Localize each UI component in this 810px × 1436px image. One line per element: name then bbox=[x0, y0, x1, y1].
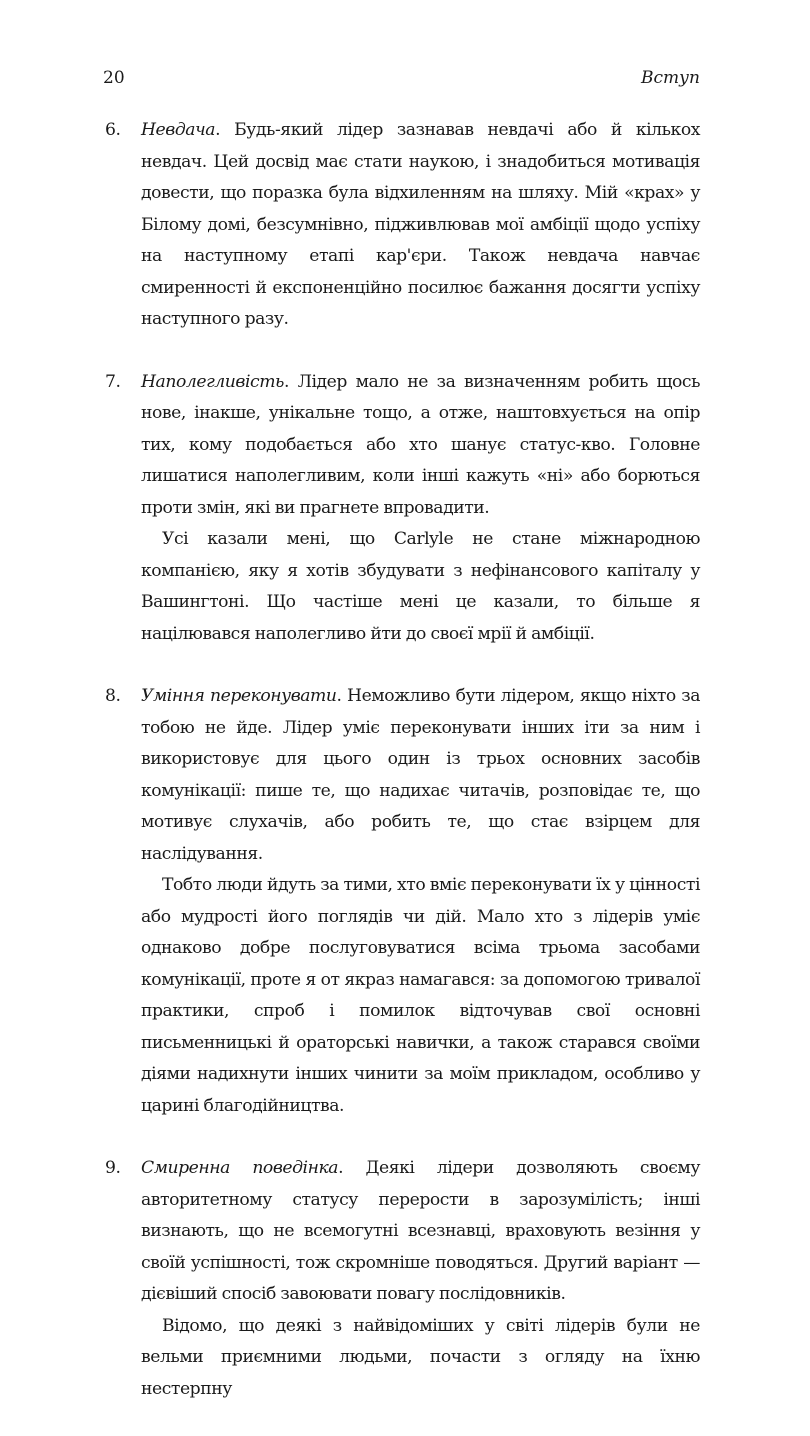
list-marker: 6. bbox=[105, 120, 121, 140]
list-item-8 bbox=[105, 681, 700, 1122]
paragraph bbox=[141, 1153, 700, 1311]
paragraph: Тобто люди йдуть за тими, хто вміє переконувати їх у цінності або мудрості його поглядів чи дій. Мало хто з лідерів уміє однаково добре послуговуватися всіма трьома засобами комунікації, проте я от якраз намагався: за допомогою тривалої практики, спроб і помилок відточував свої основні письменницькі й ораторські навички, а також старався своїми діями надихнути інших чинити за моїм прикладом, особливо у царині благодійництва. bbox=[141, 875, 700, 1116]
paragraph-text: . Будь-який лідер зазнавав невдачі або й кількох невдач. Цей досвід має стати наукою, і знадобиться мотивація довести, що поразка була відхиленням на шляху. Мій «крах» у Білому домі, безсумнівно, підживлював мої амбіції щодо успіху на наступному етапі кар'єри. Також невдача навчає смиренності й експоненційно посилює бажання досягти успіху наступного разу. bbox=[141, 120, 700, 329]
item-lead-term: Невдача bbox=[141, 120, 216, 140]
list-item-body bbox=[141, 367, 700, 651]
list-item-6 bbox=[105, 115, 700, 336]
paragraph bbox=[141, 367, 700, 525]
list-item-body bbox=[141, 115, 700, 336]
item-lead-term: Наполегливість bbox=[141, 371, 284, 392]
page-number: 20 bbox=[103, 68, 125, 88]
item-lead-term: Уміння переконувати bbox=[141, 686, 337, 706]
running-title: Вступ bbox=[641, 68, 700, 88]
page-header bbox=[103, 66, 700, 90]
paragraph-text: . Лідер мало не за визначенням робить щось нове, інакше, унікальне тощо, а отже, наштовхується на опір тих, кому подобається або хто шанує статус-кво. Головне лишатися наполегливим, коли інші кажуть «ні» або борються проти змін, які ви прагнете впровадити. bbox=[141, 371, 700, 518]
list-item-9 bbox=[105, 1153, 700, 1405]
paragraph: Відомо, що деякі з найвідоміших у світі лідерів були не вельми приємними людьми, почасти з огляду на їхню нестерпну bbox=[141, 1315, 700, 1399]
paragraph-text: . Деякі лідери дозволяють своєму авторитетному статусу перерости в зарозумілість; інші визнають, що не всемогутні всезнавці, враховують везіння у своїй успішності, тож скромніше поводяться. Другий варіант — дієвіший спосіб завоювати повагу послідовників. bbox=[141, 1158, 700, 1304]
list-item-7 bbox=[105, 367, 700, 651]
list-marker: 8. bbox=[105, 686, 121, 706]
list-marker: 7. bbox=[105, 371, 121, 392]
list-item-body bbox=[141, 681, 700, 1122]
paragraph bbox=[141, 681, 700, 870]
list-item-body bbox=[141, 1153, 700, 1405]
item-lead-term: Смиренна поведінка bbox=[141, 1158, 339, 1178]
paragraph-text: . Неможливо бути лідером, якщо ніхто за тобою не йде. Лідер уміє переконувати інших іти за ним і використовує для цього один із трьох основних засобів комунікації: пише те, що надихає читачів, розповідає те, що мотивує слухачів, або робить те, що стає взірцем для наслідування. bbox=[141, 686, 701, 864]
paragraph bbox=[141, 115, 700, 336]
paragraph: Усі казали мені, що Carlyle не стане міжнародною компанією, яку я хотів збудувати з нефінансового капіталу у Вашингтоні. Що частіше мені це казали, то більше я націлювався наполегливо йти до своєї мрії й амбіції. bbox=[141, 529, 700, 644]
list-marker: 9. bbox=[105, 1158, 121, 1178]
page-body bbox=[105, 115, 700, 1436]
